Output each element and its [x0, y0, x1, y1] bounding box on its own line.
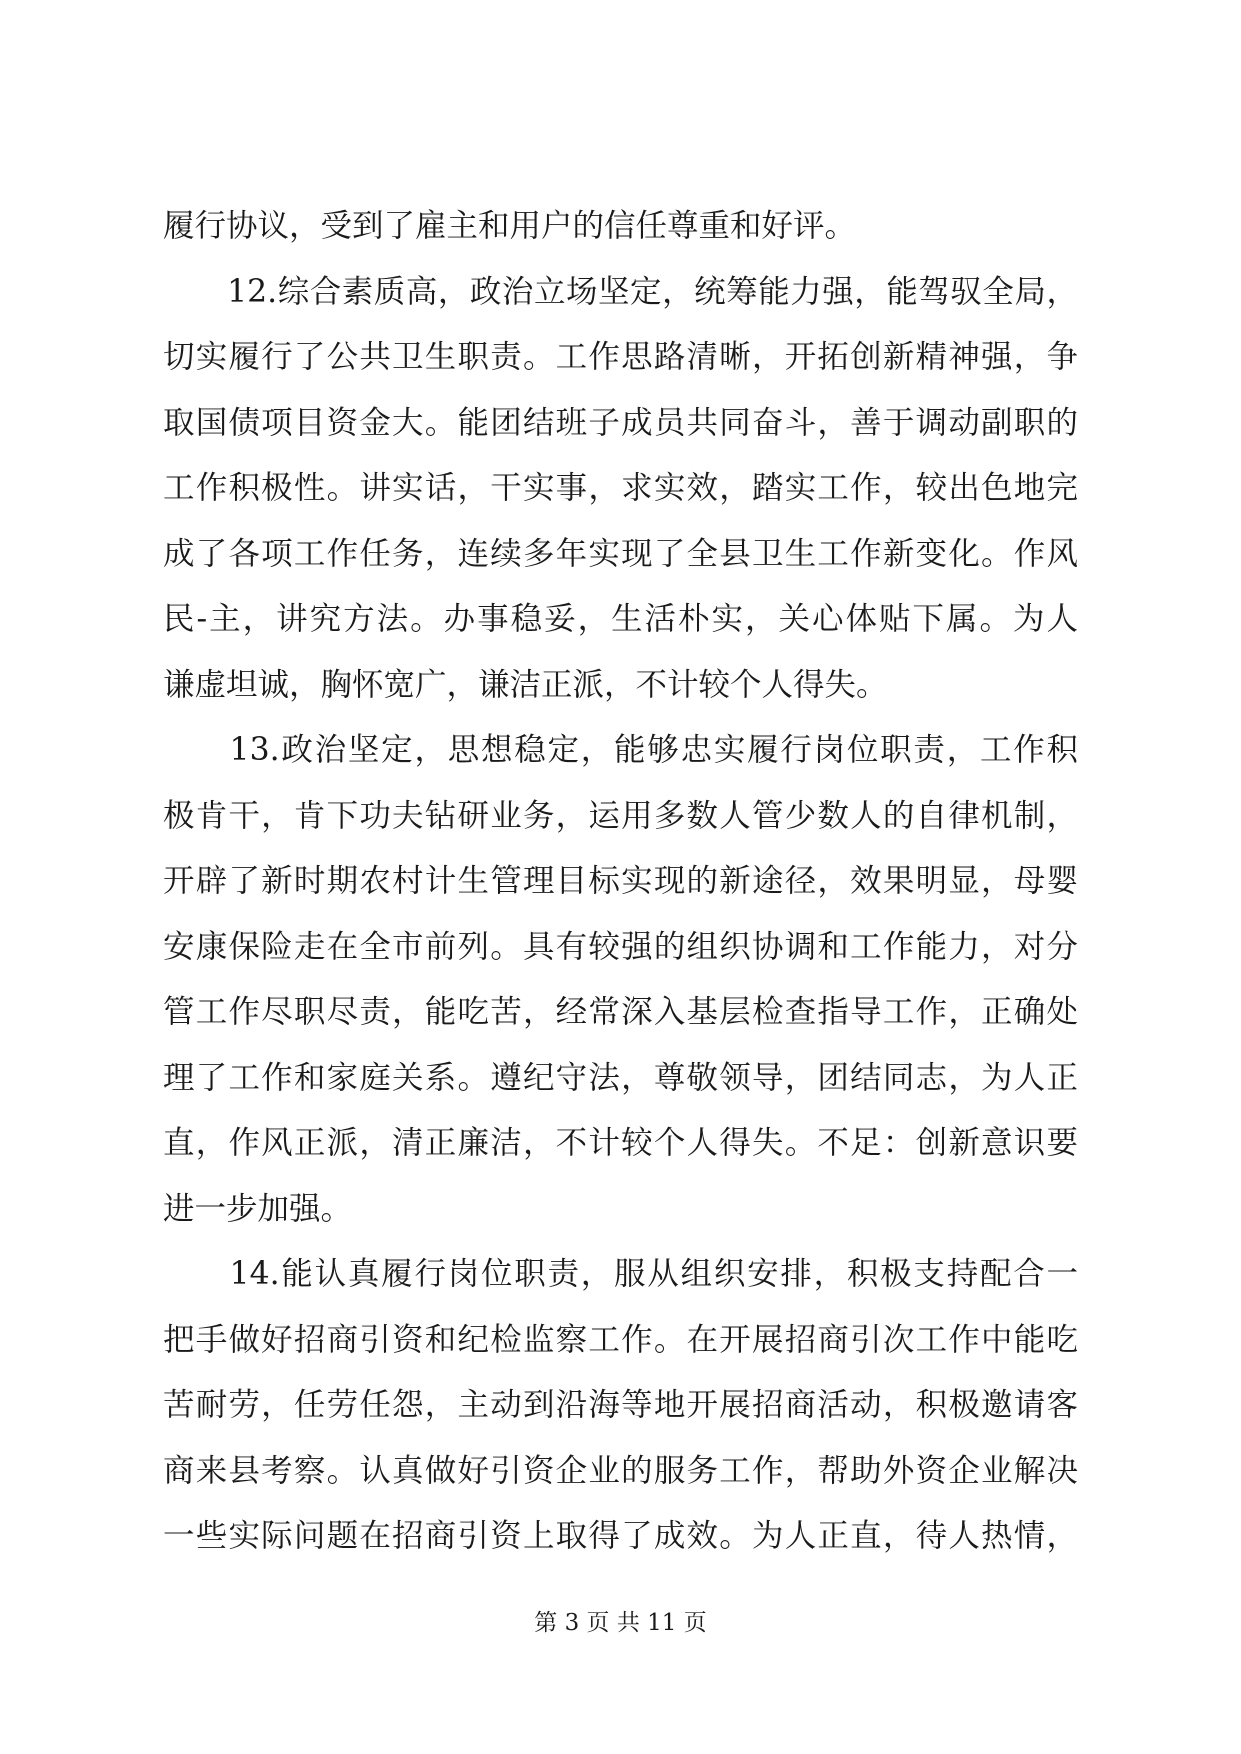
document-body: [163, 194, 1078, 1570]
text-line: 管工作尽职尽责，能吃苦，经常深入基层检查指导工作，正确处: [163, 994, 1078, 1030]
text-line: 12.综合素质高，政治立场坚定，统筹能力强，能驾驭全局，: [163, 273, 1078, 310]
text-line: 民-主，讲究方法。办事稳妥，生活朴实，关心体贴下属。为人: [163, 601, 1078, 637]
page-indicator: 第 3 页 共 11 页: [534, 1610, 707, 1636]
text-line: 13.政治坚定，思想稳定，能够忠实履行岗位职责，工作积: [163, 732, 1078, 768]
text-line: 切实履行了公共卫生职责。工作思路清晰，开拓创新精神强，争: [163, 339, 1078, 375]
text-line: 工作积极性。讲实话，干实事，求实效，踏实工作，较出色地完: [163, 470, 1078, 506]
text-line: 开辟了新时期农村计生管理目标实现的新途径，效果明显，母婴: [163, 863, 1078, 899]
text-line: 理了工作和家庭关系。遵纪守法，尊敬领导，团结同志，为人正: [163, 1059, 1078, 1096]
page-footer: [0, 1608, 1241, 1638]
text-line: 取国债项目资金大。能团结班子成员共同奋斗，善于调动副职的: [163, 404, 1078, 441]
text-line: 进一步加强。: [163, 1190, 353, 1227]
text-line: 苦耐劳，任劳任怨，主动到沿海等地开展招商活动，积极邀请客: [163, 1387, 1078, 1423]
text-line: 14.能认真履行岗位职责，服从组织安排，积极支持配合一: [163, 1256, 1078, 1292]
text-line: 一些实际问题在招商引资上取得了成效。为人正直，待人热情，: [163, 1518, 1078, 1554]
text-line: 安康保险走在全市前列。具有较强的组织协调和工作能力，对分: [163, 928, 1078, 965]
text-line: 商来县考察。认真做好引资企业的服务工作，帮助外资企业解决: [163, 1452, 1078, 1489]
text-line: 把手做好招商引资和纪检监察工作。在开展招商引次工作中能吃: [163, 1321, 1078, 1358]
text-line: 极肯干，肯下功夫钻研业务，运用多数人管少数人的自律机制，: [163, 797, 1078, 834]
text-line: 履行协议，受到了雇主和用户的信任尊重和好评。: [163, 208, 857, 244]
text-line: 成了各项工作任务，连续多年实现了全县卫生工作新变化。作风: [163, 535, 1078, 572]
text-line: 直，作风正派，清正廉洁，不计较个人得失。不足：创新意识要: [163, 1125, 1078, 1161]
text-line: 谦虚坦诚，胸怀宽广，谦洁正派，不计较个人得失。: [163, 666, 888, 703]
